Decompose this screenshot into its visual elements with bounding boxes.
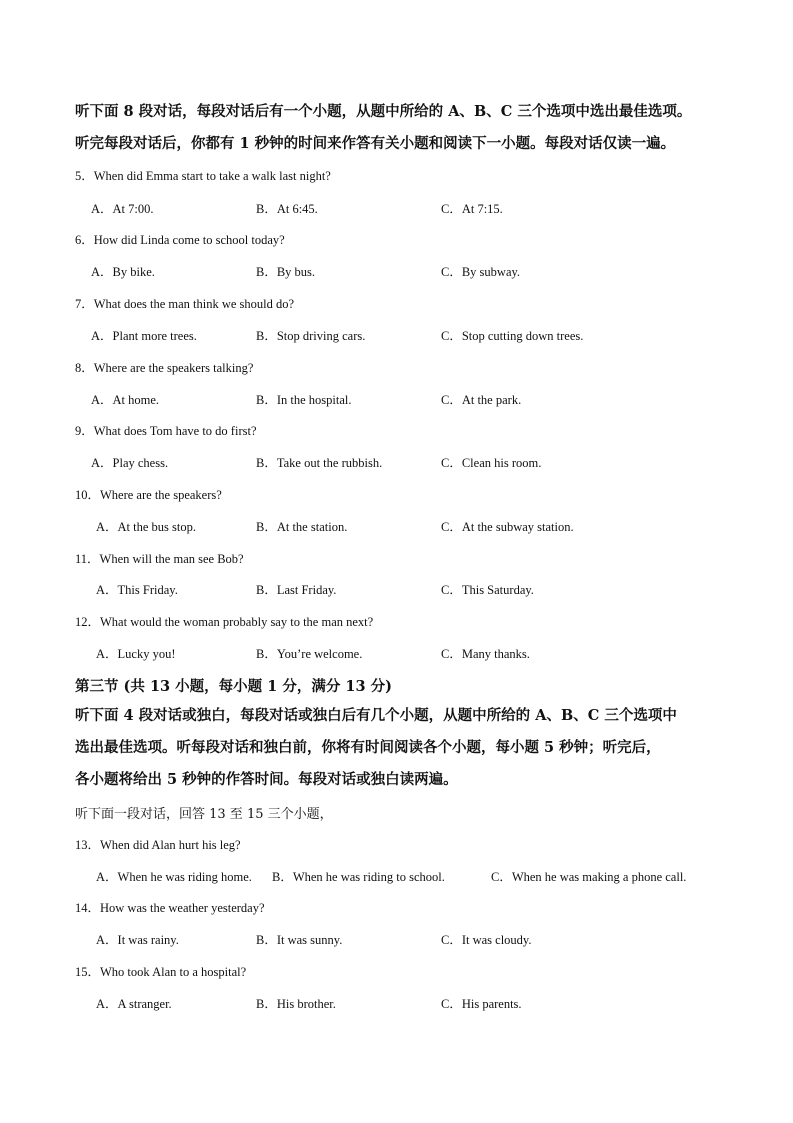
section-3-instruction-line-2: 选出最佳选项。听每段对话和独白前，你将有时间阅读各个小题，每小题 5 秒钟；听完后，: [75, 739, 661, 756]
question-8-option-a: A．At home.: [91, 393, 160, 407]
question-12-option-c: C．Many thanks.: [441, 647, 530, 661]
question-9: 9．What does Tom have to do first?: [75, 424, 257, 438]
question-14: 14．How was the weather yesterday?: [75, 901, 265, 915]
section-3-instruction-line-1: 听下面 4 段对话或独白，每段对话或独白后有几个小题，从题中所给的 A、B、C 三个选项中: [75, 707, 677, 724]
question-12-option-b: B．You’re welcome.: [256, 647, 363, 661]
question-6-option-a: A．By bike.: [91, 265, 155, 279]
question-10-option-b: B．At the station.: [256, 520, 348, 534]
question-11: 11．When will the man see Bob?: [75, 552, 244, 566]
question-9-option-a: A．Play chess.: [91, 456, 169, 470]
question-10-option-a: A．At the bus stop.: [96, 520, 197, 534]
question-13-option-b: B．When he was riding to school.: [272, 870, 445, 884]
question-14-option-b: B．It was sunny.: [256, 933, 343, 947]
question-10-option-c: C．At the subway station.: [441, 520, 574, 534]
question-13: 13．When did Alan hurt his leg?: [75, 838, 241, 852]
question-8: 8．Where are the speakers talking?: [75, 361, 254, 375]
question-15-option-b: B．His brother.: [256, 997, 336, 1011]
question-15: 15．Who took Alan to a hospital?: [75, 965, 247, 979]
question-9-option-c: C．Clean his room.: [441, 456, 542, 470]
instruction-line-1: 听下面 8 段对话，每段对话后有一个小题，从题中所给的 A、B、C 三个选项中选出最佳选项。: [75, 103, 692, 120]
question-5: 5．When did Emma start to take a walk last night?: [75, 169, 331, 183]
question-13-option-a: A．When he was riding home.: [96, 870, 252, 884]
question-12-option-a: A．Lucky you!: [96, 647, 176, 661]
question-10: 10．Where are the speakers?: [75, 488, 222, 502]
question-11-option-c: C．This Saturday.: [441, 583, 534, 597]
question-8-option-b: B．In the hospital.: [256, 393, 352, 407]
question-6: 6．How did Linda come to school today?: [75, 233, 285, 247]
question-11-option-b: B．Last Friday.: [256, 583, 337, 597]
question-7-option-b: B．Stop driving cars.: [256, 329, 366, 343]
question-8-option-c: C．At the park.: [441, 393, 522, 407]
section-3-instruction-line-3: 各小题将给出 5 秒钟的作答时间。每段对话或独白读两遍。: [75, 771, 458, 788]
question-15-option-a: A．A stranger.: [96, 997, 172, 1011]
question-14-option-a: A．It was rainy.: [96, 933, 179, 947]
question-11-option-a: A．This Friday.: [96, 583, 178, 597]
section-3-title: 第三节 (共 13 小题，每小题 1 分，满分 13 分): [75, 678, 393, 695]
question-15-option-c: C．His parents.: [441, 997, 522, 1011]
question-5-option-a: A．At 7:00.: [91, 202, 154, 216]
question-6-option-c: C．By subway.: [441, 265, 521, 279]
question-12: 12．What would the woman probably say to the man next?: [75, 615, 374, 629]
question-7-option-a: A．Plant more trees.: [91, 329, 197, 343]
question-14-option-c: C．It was cloudy.: [441, 933, 532, 947]
question-5-option-b: B．At 6:45.: [256, 202, 318, 216]
sub-instruction: 听下面一段对话，回答 13 至 15 三个小题，: [75, 807, 333, 822]
question-6-option-b: B．By bus.: [256, 265, 316, 279]
question-13-option-c: C．When he was making a phone call.: [491, 870, 687, 884]
instruction-line-2: 听完每段对话后，你都有 1 秒钟的时间来作答有关小题和阅读下一小题。每段对话仅读一遍。: [75, 135, 676, 152]
question-9-option-b: B．Take out the rubbish.: [256, 456, 383, 470]
question-7-option-c: C．Stop cutting down trees.: [441, 329, 584, 343]
question-5-option-c: C．At 7:15.: [441, 202, 503, 216]
question-7: 7．What does the man think we should do?: [75, 297, 295, 311]
